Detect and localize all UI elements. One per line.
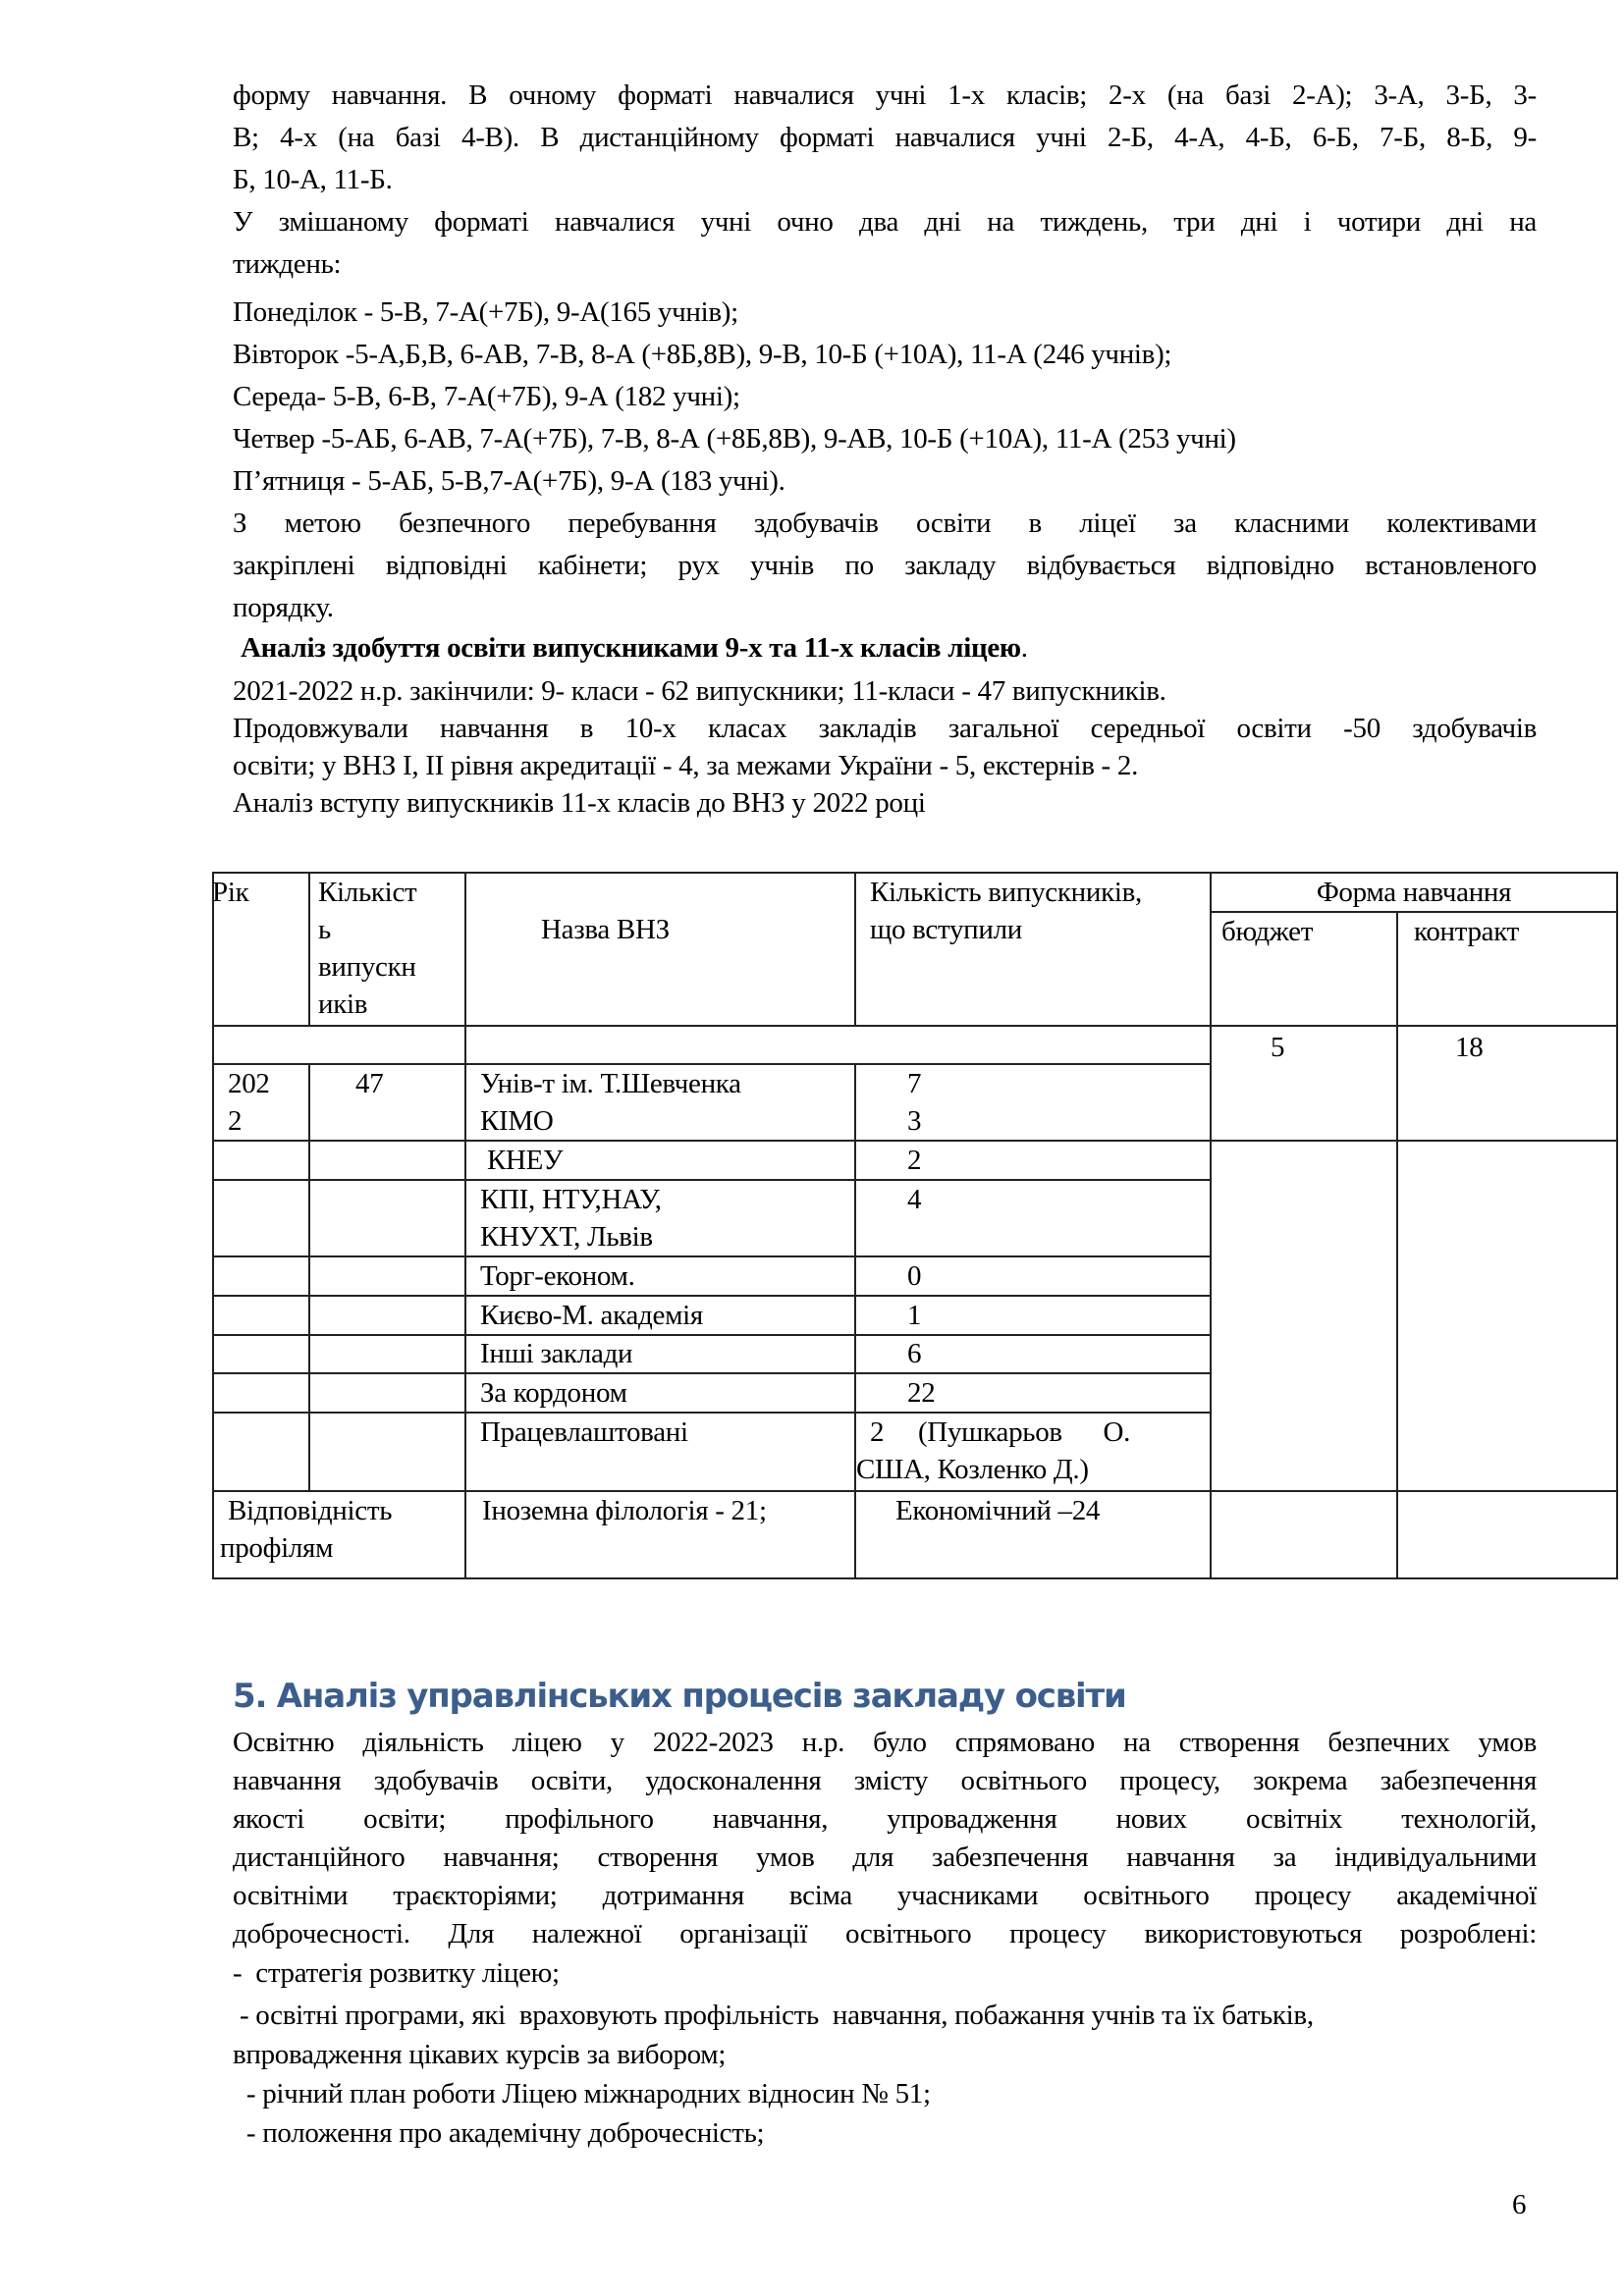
table-row-count: 6 [907,1338,922,1369]
intro-paragraph [233,75,1537,286]
text-line: У змішаному форматі навчалися учні очно два дні на тиждень, три дні і чотири дні на [233,206,1537,238]
table-row-university: Торг-економ. [480,1260,635,1292]
text-line: В; 4-х (на базі 4-В). В дистанційному форматі навчалися учні 2-Б, 4-А, 4-Б, 6-Б, 7-Б, 8-Б, 9- [233,122,1537,153]
text-line: дистанційного навчання; створення умов для забезпечення навчання за індивідуальними [233,1842,1537,1873]
text-line: Продовжували навчання в 10-х класах закладів загальної середньої освіти -50 здобувачів [233,713,1537,744]
year-value: 202 2 [228,1068,270,1137]
list-item: - річний план роботи Ліцею міжнародних відносин № 51; [233,2078,931,2109]
text-line: освіти; у ВНЗ І, ІІ рівня акредитації - 4, за межами України - 5, екстернів - 2. [233,750,1139,781]
text-line: форму навчання. В очному форматі навчалися учні 1-х класів; 2-х (на базі 2-А); 3-А, 3-Б, 3- [233,80,1537,111]
text-line: освітніми траєкторіями; дотримання всіма учасниками освітнього процесу академічної [233,1880,1537,1911]
safety-paragraph [233,503,1537,629]
text-line: порядку. [233,592,334,623]
header-year: Рік [212,877,249,908]
section5-paragraph [233,1724,1537,1953]
schedule-monday: Понеділок - 5-В, 7-А(+7Б), 9-А(165 учнів); [233,296,738,328]
graduates-count-value: 47 [355,1068,384,1099]
list-item: впровадження цікавих курсів за вибором; [233,2039,727,2070]
table-row-university: Унів-т ім. Т.Шевченка КІМО [480,1068,741,1137]
list-item: - освітні програми, які враховують профільність навчання, побажання учнів та їх батьків, [233,2000,1314,2031]
table-row-university: КНЕУ [480,1145,564,1176]
table-row-count: 2 (Пушкарьов О. США, Козленко Д.) [856,1416,1131,1485]
table-row-university: За кордоном [480,1377,627,1409]
text-line: закріплені відповідні кабінети; рух учнів по закладу відбувається відповідно встановленого [233,550,1537,581]
profile-economics: Економічний –24 [895,1495,1101,1526]
header-graduate-count: Кількіст ь випускн иків [318,877,417,1020]
section-heading: 5. Аналіз управлінських процесів закладу освіти [233,1677,1126,1716]
profile-label: Відповідність профілям [220,1495,393,1564]
text-line: З метою безпечного перебування здобувачів освіти в ліцеї за класними колективами [233,507,1537,539]
budget-value: 5 [1271,1032,1285,1063]
header-admitted-count: Кількість випускників, що вступили [870,877,1142,945]
text-line: 2021-2022 н.р. закінчили: 9- класи - 62 випускники; 11-класи - 47 випускників. [233,675,1166,707]
text-line: доброчесності. Для належної організації освітнього процесу використовуються розроблені: [233,1918,1537,1949]
table-row-count: 2 [907,1145,922,1176]
table-row-count: 0 [907,1260,922,1292]
text-line: тиждень: [233,248,342,280]
text-line: Б, 10-А, 11-Б. [233,164,393,195]
header-university-name: Назва ВНЗ [541,914,670,945]
table-row-university: Інші заклади [480,1338,633,1369]
header-budget: бюджет [1221,916,1314,947]
header-contract: контракт [1414,916,1520,947]
admission-table [212,872,1618,1579]
schedule-friday: П’ятниця - 5-АБ, 5-В,7-А(+7Б), 9-А (183 учні). [233,465,785,497]
graduates-section [233,629,1537,822]
table-row-count: 1 [907,1300,922,1331]
table-row-count: 7 3 [907,1068,922,1137]
profile-philology: Іноземна філологія - 21; [482,1495,767,1526]
graduates-title-text: Аналіз здобуття освіти випускниками 9-х та 11-х класів ліцею [241,632,1021,664]
text-line: Аналіз вступу випускників 11-х класів до ВНЗ у 2022 році [233,787,926,819]
table-row-university: Києво-М. академія [480,1300,703,1331]
table-row-count: 4 [907,1184,922,1215]
table-row-university: Працевлаштовані [480,1416,688,1448]
schedule-wednesday: Середа- 5-В, 6-В, 7-А(+7Б), 9-А (182 учні); [233,381,740,412]
text-line: навчання здобувачів освіти, удосконалення змісту освітнього процесу, зокрема забезпечення [233,1765,1537,1796]
schedule-thursday: Четвер -5-АБ, 6-АВ, 7-А(+7Б), 7-В, 8-А (+8Б,8В), 9-АВ, 10-Б (+10А), 11-А (253 учні) [233,423,1236,454]
text-line: Освітню діяльність ліцею у 2022-2023 н.р. було спрямовано на створення безпечних умов [233,1727,1537,1758]
list-item: - положення про академічну доброчесність; [233,2117,765,2149]
weekly-schedule [233,292,1537,503]
contract-value: 18 [1455,1032,1484,1063]
list-item: - стратегія розвитку ліцею; [233,1957,560,1989]
graduates-title: Аналіз здобуття освіти випускниками 9-х та 11-х класів ліцею. [241,632,1028,664]
text-line: якості освіти; профільного навчання, упровадження нових освітніх технологій, [233,1803,1537,1835]
schedule-tuesday: Вівторок -5-А,Б,В, 6-АВ, 7-В, 8-А (+8Б,8В), 9-В, 10-Б (+10А), 11-А (246 учнів); [233,339,1172,370]
page-number: 6 [1512,2189,1527,2220]
table-row-university: КПІ, НТУ,НАУ, КНУХТ, Львів [480,1184,662,1253]
table-row-count: 22 [907,1377,936,1409]
documents-list [233,1953,1537,2153]
header-study-form: Форма навчання [1316,877,1512,908]
